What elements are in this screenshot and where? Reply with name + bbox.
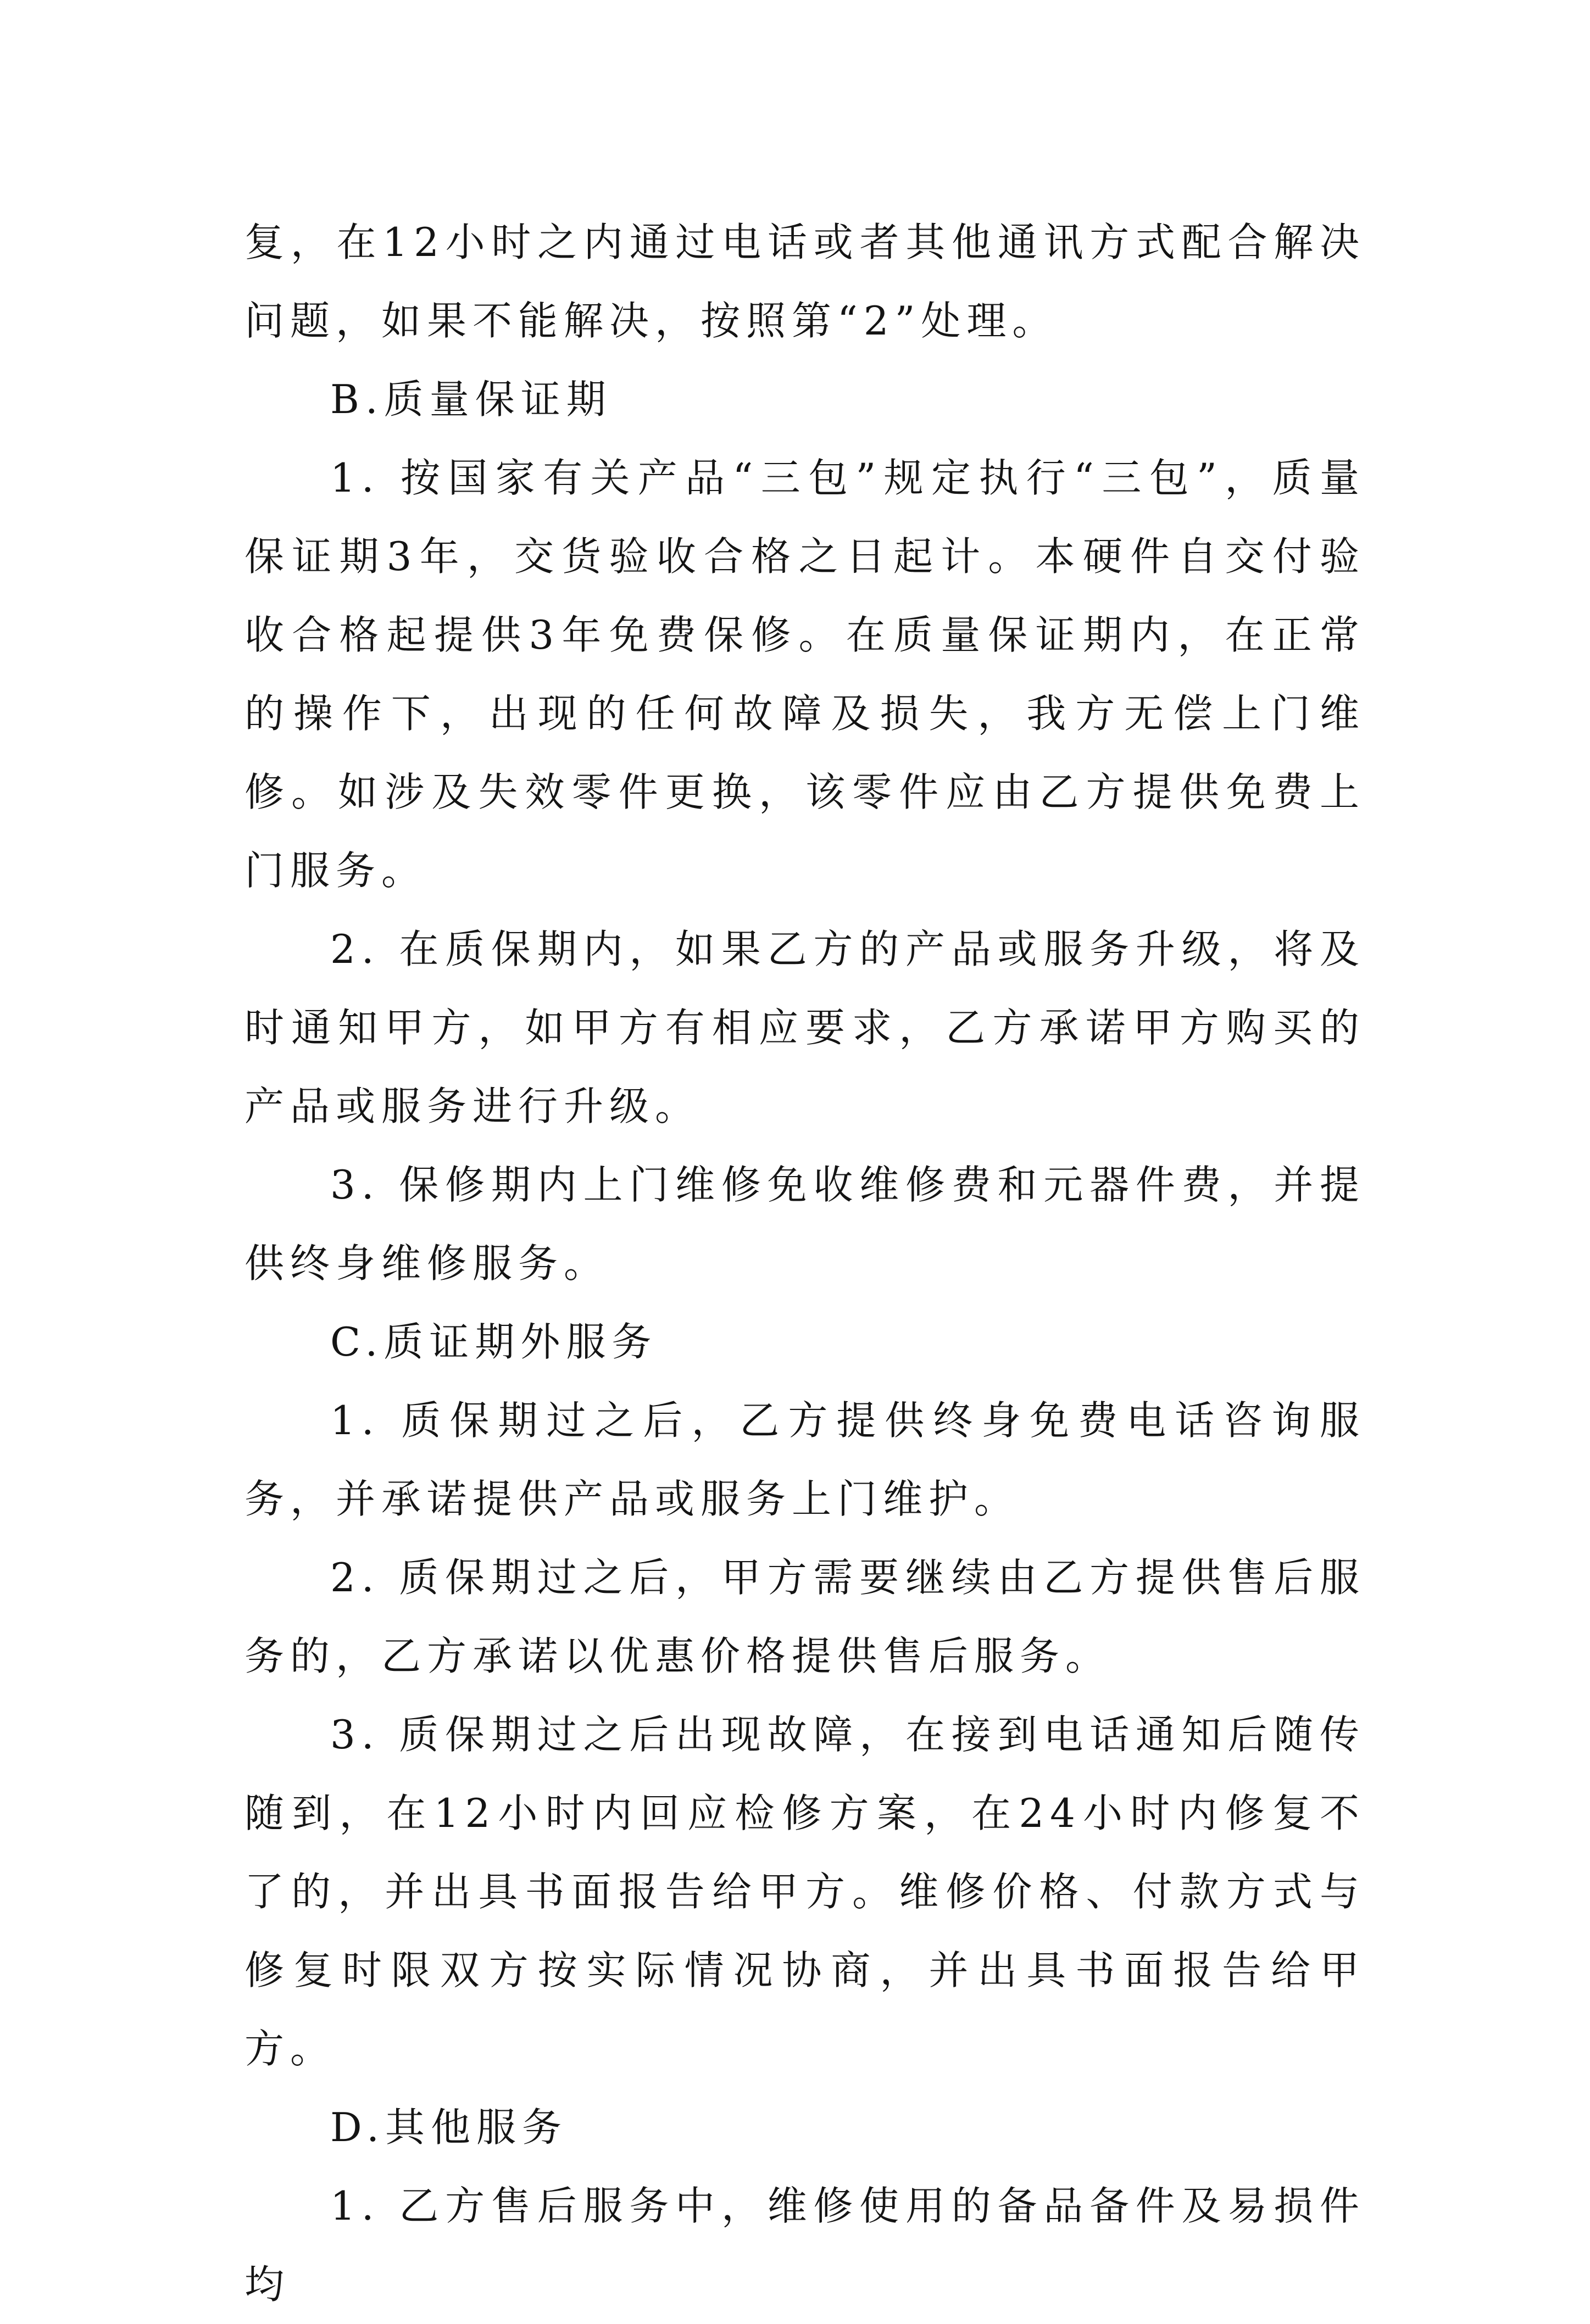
body-paragraph: 复，在12小时之内通过电话或者其他通讯方式配合解决问题，如果不能解决，按照第“2”处理。 [244,219,1365,344]
body-paragraph: 1. 乙方售后服务中，维修使用的备品备件及易损件均 [244,2183,1365,2308]
document-body [244,203,1365,2324]
body-paragraph: 2. 质保期过之后，甲方需要继续由乙方提供售后服务的，乙方承诺以优惠价格提供售后服务。 [244,1554,1365,1679]
body-paragraph: 3. 保修期内上门维修免收维修费和元器件费，并提供终身维修服务。 [244,1162,1365,1286]
section-heading: D.其他服务 [330,2104,568,2150]
body-paragraph: 1. 按国家有关产品“三包”规定执行“三包”，质量保证期3年，交货验收合格之日起计。本硬件自交付验收合格起提供3年免费保修。在质量保证期内，在正常的操作下，出现的任何故障及损失，我方无偿上门维修。如涉及失效零件更换，该零件应由乙方提供免费上门服务。 [244,455,1365,894]
section-heading: B.质量保证期 [330,376,612,422]
body-paragraph: 1. 质保期过之后，乙方提供终身免费电话咨询服务，并承诺提供产品或服务上门维护。 [244,1397,1365,1522]
section-heading: C.质证期外服务 [330,1319,658,1365]
body-paragraph: 3. 质保期过之后出现故障，在接到电话通知后随传随到，在12小时内回应检修方案，在24小时内修复不了的，并出具书面报告给甲方。维修价格、付款方式与修复时限双方按实际情况协商，并出具书面报告给甲方。 [244,1712,1365,2072]
body-paragraph: 2. 在质保期内，如果乙方的产品或服务升级，将及时通知甲方，如甲方有相应要求，乙方承诺甲方购买的产品或服务进行升级。 [244,926,1365,1129]
